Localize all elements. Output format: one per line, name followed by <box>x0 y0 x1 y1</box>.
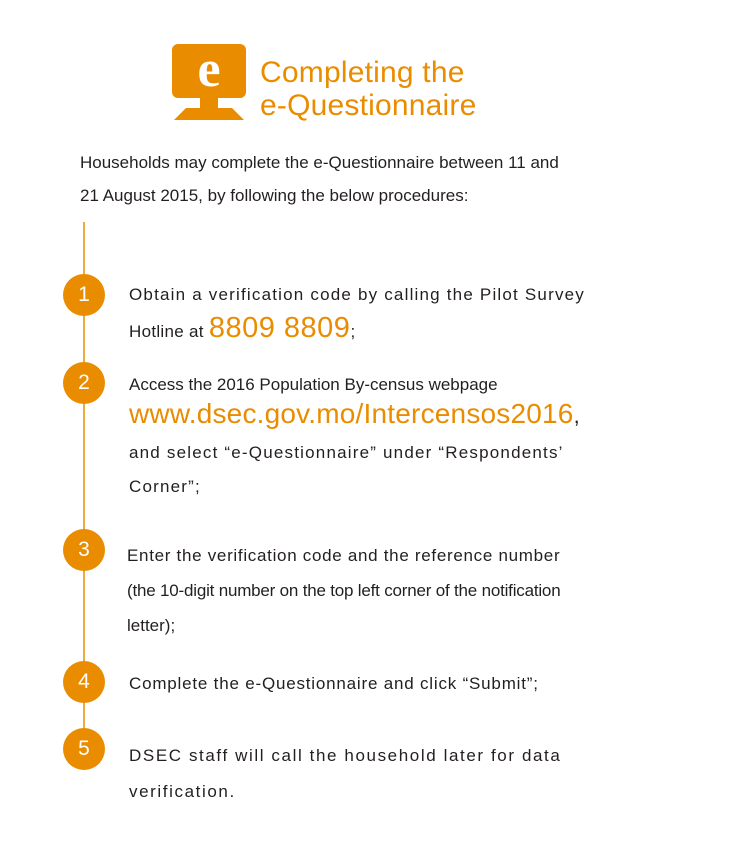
step-number-badge: 1 <box>63 274 105 316</box>
step-text <box>127 538 687 643</box>
intro-paragraph <box>80 146 700 212</box>
intro-line-2: 21 August 2015, by following the below procedures: <box>80 186 469 205</box>
step-line: DSEC staff will call the household later for data <box>129 746 562 765</box>
step-number-badge: 2 <box>63 362 105 404</box>
step-line: Complete the e-Questionnaire and click “Submit”; <box>129 674 539 693</box>
step-line <box>129 396 689 432</box>
title-line-2: e-Questionnaire <box>260 89 477 122</box>
step-number-badge: 4 <box>63 661 105 703</box>
page-title <box>260 56 476 122</box>
step-line: Access the 2016 Population By-census webpage <box>129 375 498 394</box>
step-line: Obtain a verification code by calling the Pilot Survey <box>129 285 586 304</box>
step-line: Corner”; <box>129 477 201 496</box>
step-text <box>129 372 689 504</box>
step-text <box>129 671 689 697</box>
svg-text:e: e <box>197 42 221 98</box>
step-line <box>129 310 689 346</box>
step-text-fragment: Hotline at <box>129 322 209 341</box>
computer-e-icon <box>170 42 250 122</box>
step-text-fragment: , <box>573 403 580 428</box>
step-line: verification. <box>129 782 236 801</box>
step-text-fragment: ; <box>350 322 357 341</box>
header <box>170 42 590 126</box>
step-line: Enter the verification code and the reference number <box>127 546 561 565</box>
step-line: (the 10-digit number on the top left corner of the notification <box>127 581 561 600</box>
title-line-1: Completing the <box>260 56 465 89</box>
step-line: and select “e-Questionnaire” under “Respondents’ <box>129 443 564 462</box>
step-number-badge: 5 <box>63 728 105 770</box>
step-number-badge: 3 <box>63 529 105 571</box>
step-text <box>129 738 689 810</box>
step-line: letter); <box>127 616 176 635</box>
intro-line-1: Households may complete the e-Questionnaire between 11 and <box>80 153 559 172</box>
hotline-number: 8809 8809 <box>208 312 351 344</box>
step-text <box>129 282 689 346</box>
webpage-link[interactable]: www.dsec.gov.mo/Intercensos2016 <box>129 398 574 429</box>
